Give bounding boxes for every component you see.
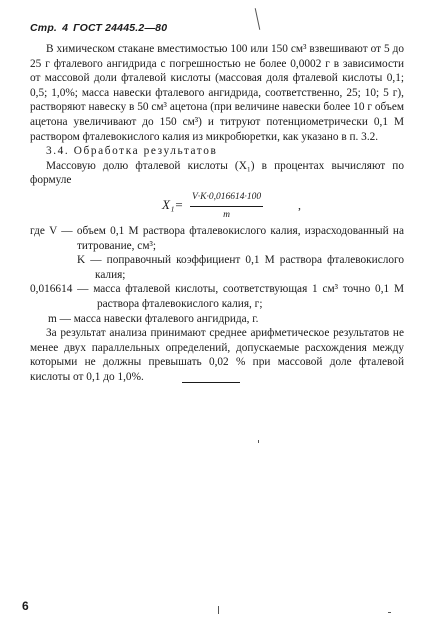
paragraph-procedure: В химическом стакане вместимостью 100 или 150 см³ взвешивают от 5 до 25 г фталевого ангидрида с погрешностью не более 0,0002 г в зависимости от массовой доли фталевой кислоты (массовая доля фталевой кислоты 0,1; 0,5; 1,0%; масса навески фталевого ангидрида, соответственно, 25; 10; 5 г), растворяют навеску в 50 см³ ацетона (при величине навески более 10 г объем ацетона увеличивают до 150 см³) и титруют потенциометрически 0,1 М раствором фталевокислого калия из микробюретки, как указано в п. 3.2. (30, 43, 404, 143)
formula-denominator: m (223, 209, 230, 220)
formula-block (30, 190, 404, 220)
scan-mark (258, 440, 259, 443)
definition-m: m — масса навески фталевого ангидрида, г. (48, 312, 259, 325)
header-page-number: 4 (62, 22, 69, 34)
scan-mark (388, 612, 391, 613)
definition-constant: 0,016614 — масса фталевой кислоты, соответствующая 1 см³ точно 0,1 М раствора фталевокислого калия, г; (30, 283, 404, 310)
document-body (30, 42, 404, 384)
section-divider (182, 382, 240, 383)
scan-mark (218, 606, 219, 614)
section-heading: 3.4. Обработка результатов (46, 145, 218, 158)
definition-v: где V — объем 0,1 М раствора фталевокислого калия, израсходованный на титрование, см³; (30, 224, 404, 252)
header-page-label: Стр. (30, 22, 58, 34)
formula-punctuation: , (298, 197, 301, 212)
formula-fraction (190, 190, 263, 222)
scan-mark (255, 8, 261, 30)
paragraph-result: За результат анализа принимают среднее арифметическое результатов не менее двух параллельных определений, допускаемые расхождения между которыми не должны превышать 0,02 % при массовой доле фталевой кислоты от 0,1 до 1,0%. (30, 327, 404, 383)
paragraph-formula-intro: Массовую долю фталевой кислоты (X₁) в процентах вычисляют по формуле (30, 159, 404, 187)
header-standard-number: ГОСТ 24445.2—80 (73, 22, 168, 34)
definition-k: K — поправочный коэффициент 0,1 М раствора фталевокислого калия; (77, 254, 404, 281)
running-header (30, 22, 167, 34)
formula-lhs: X₁= (162, 196, 184, 212)
formula-numerator: V·K·0,016614·100 (190, 190, 263, 207)
page-folio: 6 (22, 599, 29, 613)
